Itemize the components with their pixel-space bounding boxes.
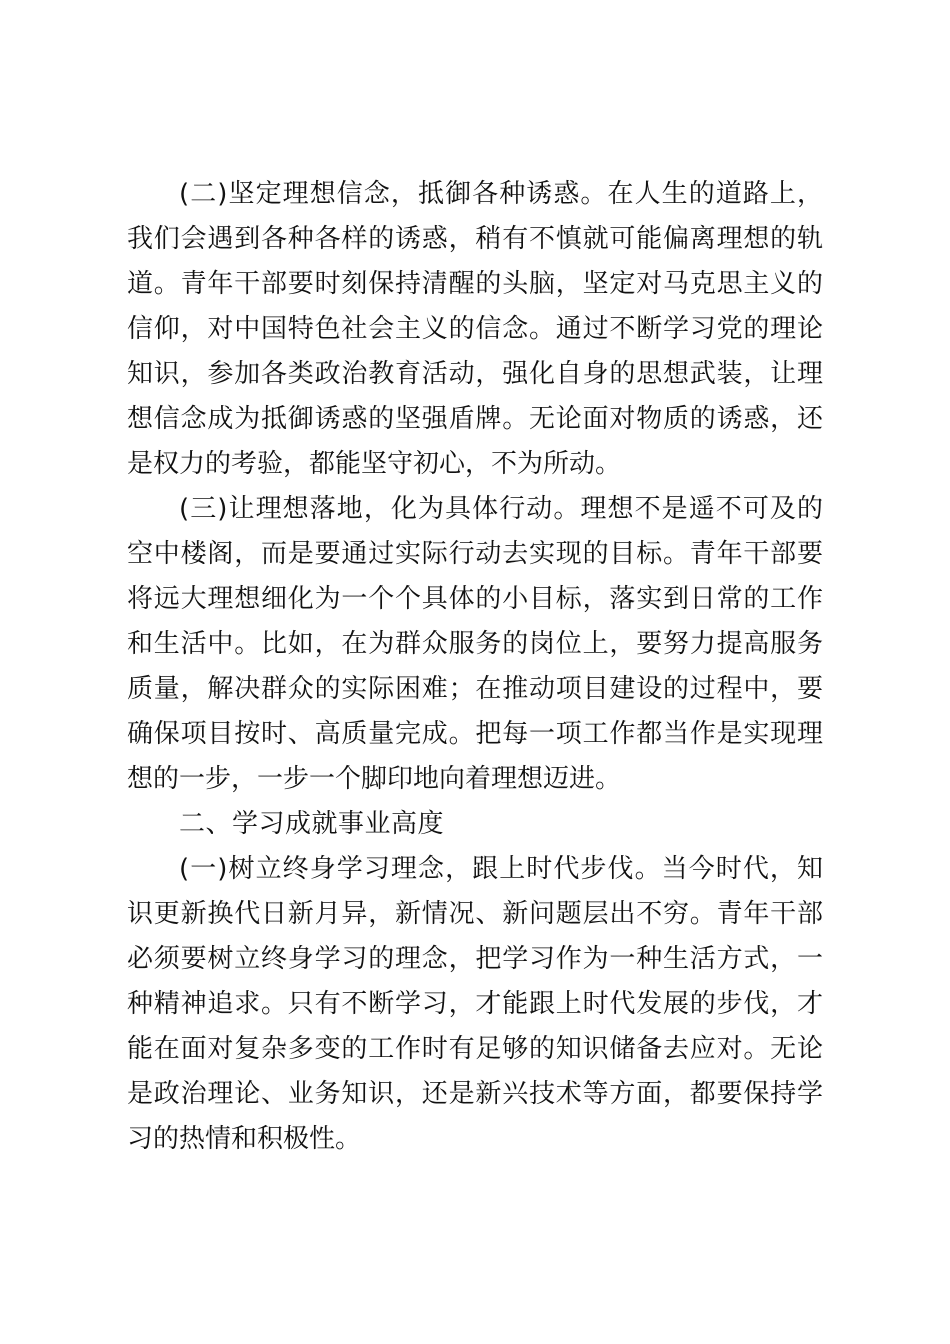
paragraph-ideals-resist-temptation: (二)坚定理想信念，抵御各种诱惑。在人生的道路上，我们会遇到各种各样的诱惑，稍有不慎就可能偏离理想的轨道。青年干部要时刻保持清醒的头脑，坚定对马克思主义的信仰，对中国特色社会主义的信念。通过不断学习党的理论知识，参加各类政治教育活动，强化自身的思想武装，让理想信念成为抵御诱惑的坚强盾牌。无论面对物质的诱惑，还是权力的考验，都能坚守初心，不为所动。 [127,179,823,479]
section-heading-learning: 二、学习成就事业高度 [179,809,445,839]
paragraph-lifelong-learning: (一)树立终身学习理念，跟上时代步伐。当今时代，知识更新换代日新月异，新情况、新问题层出不穷。青年干部必须要树立终身学习的理念，把学习作为一种生活方式，一种精神追求。只有不断学习，才能跟上时代发展的步伐，才能在面对复杂多变的工作时有足够的知识储备去应对。无论是政治理论、业务知识，还是新兴技术等方面，都要保持学习的热情和积极性。 [127,854,823,1154]
paragraph-ideals-into-action: (三)让理想落地，化为具体行动。理想不是遥不可及的空中楼阁，而是要通过实际行动去实现的目标。青年干部要将远大理想细化为一个个具体的小目标，落实到日常的工作和生活中。比如，在为群众服务的岗位上，要努力提高服务质量，解决群众的实际困难；在推动项目建设的过程中，要确保项目按时、高质量完成。把每一项工作都当作是实现理想的一步，一步一个脚印地向着理想迈进。 [127,494,823,794]
document-body [127,172,823,1162]
